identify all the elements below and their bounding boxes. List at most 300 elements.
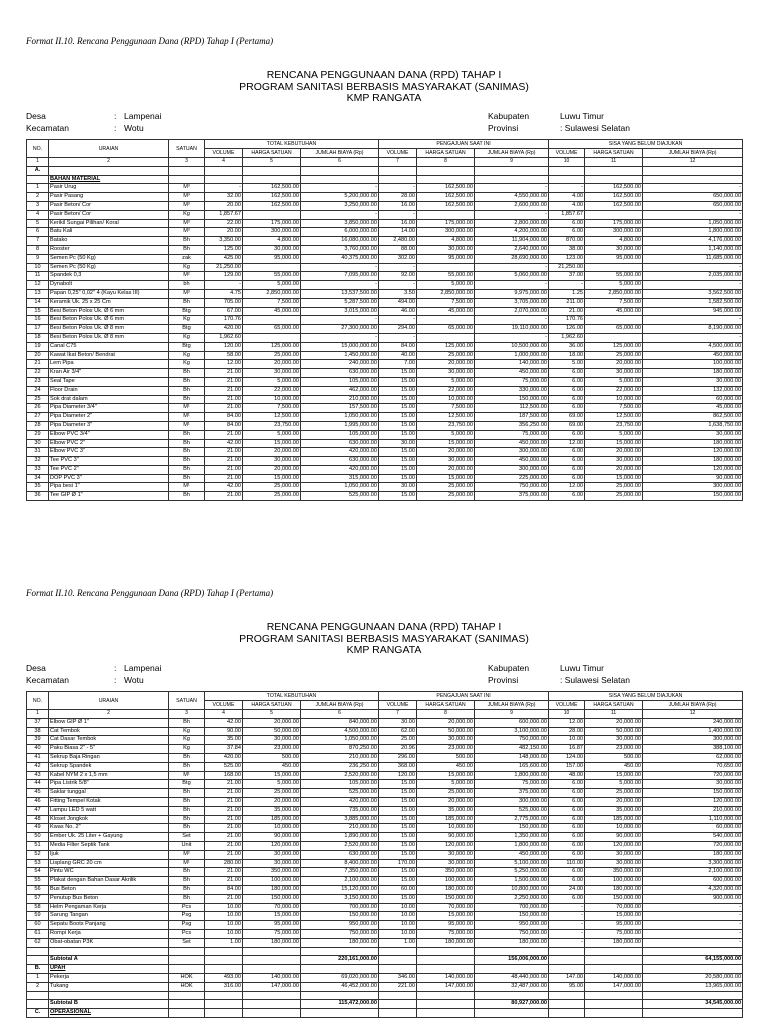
cell-sisa-volume: 1,962.60 [549,333,585,342]
cell-sisa-volume: 28.00 [549,727,585,736]
cell-pengajuan-harga: 20,000.00 [417,448,475,457]
cell-sisa-harga: 15,000.00 [585,439,643,448]
cell-sisa-jumlah: - [643,210,743,219]
cell-pengajuan-volume: 170.00 [379,859,417,868]
cell-pengajuan-harga: 30,000.00 [417,457,475,466]
cell-total-volume: - [205,281,243,290]
cell-uraian: Tee PVC 2" [49,465,169,474]
header-no: NO. [27,692,49,710]
cell-uraian: Cat Tembok [49,727,169,736]
cell-sisa-harga [585,210,643,219]
cell-total-volume: 21.00 [205,386,243,395]
cell-uraian: Tee GIP Ø 1" [49,492,169,501]
cell-satuan: Bh [169,753,205,762]
cell-no: 4 [27,210,49,219]
cell-satuan: Bh [169,885,205,894]
cell-sisa-volume: 6.00 [549,789,585,798]
cell-satuan: M³ [169,193,205,202]
column-number: 6 [301,710,379,719]
header-no: NO. [27,140,49,158]
cell-pengajuan-jumlah: 225,000.00 [475,474,549,483]
cell-no: 45 [27,789,49,798]
cell-pengajuan-volume [379,175,417,184]
cell-pengajuan-harga: 140,000.00 [417,973,475,982]
cell-total-harga [243,166,301,175]
cell-uraian: Pintu WC [49,868,169,877]
cell-total-volume: 420.00 [205,325,243,334]
cell-total-jumlah: 3,760,000.00 [301,245,379,254]
cell-uraian: Pipa Listrik 5/8" [49,780,169,789]
cell-sisa-jumlah: 180,000.00 [643,850,743,859]
cell-uraian: Kwas No. 2" [49,824,169,833]
header-volume: VOLUME [549,701,585,710]
cell-total-jumlah: 46,452,000.00 [301,982,379,991]
cell-total-jumlah [301,965,379,974]
cell-pengajuan-harga: 20,000.00 [417,360,475,369]
cell-total-harga [243,1009,301,1018]
cell-pengajuan-harga: 45,000.00 [417,307,475,316]
cell-pengajuan-volume: 10.00 [379,912,417,921]
cell-total-volume: 21.00 [205,815,243,824]
cell-total-volume: 42.00 [205,439,243,448]
cell-sisa-jumlah: 862,500.00 [643,413,743,422]
cell-uraian: UPAH [49,965,169,974]
cell-total-jumlah: 420,000.00 [301,797,379,806]
program-title: PROGRAM SANITASI BERBASIS MASYARAKAT (SANIMAS) [239,632,529,645]
cell-pengajuan-jumlah: 1,500,000.00 [475,877,549,886]
cell-sisa-jumlah: 4,320,000.00 [643,885,743,894]
cell-sisa-harga: 70,000.00 [585,903,643,912]
cell-total-jumlah: 7,350,000.00 [301,868,379,877]
header-jumlah-biaya: JUMLAH BIAYA (Rp) [301,701,379,710]
cell-sisa-harga: 30,000.00 [585,736,643,745]
cell-uraian: Pekerja [49,973,169,982]
cell-uraian: Kabel NYM 2 x 1,5 mm [49,771,169,780]
cell-sisa-harga: 50,000.00 [585,727,643,736]
cell-sisa-volume: 6.00 [549,824,585,833]
cell-pengajuan-jumlah: 700,000.00 [475,903,549,912]
column-number: 4 [205,710,243,719]
cell-uraian: Pipa besi 1" [49,483,169,492]
table-row [27,377,743,386]
cell-total-jumlah: 525,000.00 [301,789,379,798]
cell-sisa-harga: 15,000.00 [585,771,643,780]
cell-sisa-harga: 23,000.00 [585,745,643,754]
cell-pengajuan-harga: 55,000.00 [417,272,475,281]
table-row [27,991,743,1000]
cell-total-harga: 15,000.00 [243,474,301,483]
cell-no: 51 [27,841,49,850]
cell-satuan: Set [169,938,205,947]
cell-pengajuan-harga: 175,000.00 [417,219,475,228]
cell-sisa-jumlah: 4,500,000.00 [643,342,743,351]
cell-no: 5 [27,219,49,228]
cell-sisa-harga [585,175,643,184]
cell-uraian: Rooster [49,245,169,254]
cell-sisa-harga [585,991,643,1000]
cell-satuan: Psg [169,921,205,930]
cell-total-jumlah: 700,000.00 [301,903,379,912]
cell-pengajuan-harga: 10,000.00 [417,824,475,833]
cell-total-volume: 22.00 [205,219,243,228]
cell-total-jumlah: 40,375,000.00 [301,254,379,263]
header-pengajuan: PENGAJUAN SAAT INI [379,140,549,149]
cell-uraian: Elbow PVC 3/4" [49,430,169,439]
location-info-right [488,662,742,686]
cell-total-volume: 316.00 [205,982,243,991]
cell-total-harga: 125,000.00 [243,342,301,351]
cell-sisa-harga: 147,000.00 [585,982,643,991]
cell-sisa-volume: 6.00 [549,894,585,903]
kecamatan-label: Kecamatan [26,123,69,133]
cell-satuan: Bh [169,377,205,386]
cell-satuan: M¹ [169,413,205,422]
cell-total-jumlah: 2,520,000.00 [301,841,379,850]
cell-satuan: Bh [169,824,205,833]
cell-no: 14 [27,298,49,307]
cell-sisa-harga: 162,500.00 [585,193,643,202]
cell-total-harga: 10,000.00 [243,395,301,404]
cell-satuan: Kg [169,360,205,369]
cell-pengajuan-jumlah: 148,000.00 [475,753,549,762]
cell-pengajuan-volume: 30.00 [379,718,417,727]
cell-satuan: Bh [169,877,205,886]
cell-total-harga: 22,000.00 [243,386,301,395]
cell-pengajuan-volume: 15.00 [379,797,417,806]
cell-sisa-harga [585,1000,643,1009]
cell-pengajuan-jumlah: 2,775,000.00 [475,815,549,824]
column-number: 12 [643,710,743,719]
cell-total-harga: 75,000.00 [243,929,301,938]
cell-total-jumlah: 2,100,000.00 [301,877,379,886]
cell-total-volume [205,175,243,184]
cell-satuan: Btg [169,780,205,789]
cell-total-harga: 5,000.00 [243,377,301,386]
cell-sisa-volume [549,166,585,175]
cell-sisa-harga: 125,000.00 [585,342,643,351]
header-uraian: URAIAN [49,692,169,710]
cell-no [27,175,49,184]
table-row [27,492,743,501]
cell-pengajuan-volume: 84.00 [379,342,417,351]
cell-pengajuan-volume: 60.00 [379,885,417,894]
cell-sisa-volume [549,956,585,965]
cell-total-jumlah: 210,000.00 [301,395,379,404]
cell-sisa-volume [549,965,585,974]
cell-no: 2 [27,982,49,991]
cell-no: 32 [27,457,49,466]
cell-sisa-harga: 162,500.00 [585,184,643,193]
cell-uraian: Ijuk [49,850,169,859]
cell-pengajuan-jumlah: - [475,281,549,290]
cell-total-harga: 2,850,000.00 [243,289,301,298]
header-harga-satuan: HARGA SATUAN [417,701,475,710]
cell-pengajuan-harga [417,333,475,342]
cell-no: 48 [27,815,49,824]
cell-satuan: Bh [169,815,205,824]
cell-pengajuan-jumlah: 300,000.00 [475,797,549,806]
cell-pengajuan-volume: 15.00 [379,395,417,404]
column-number: 1 [27,158,49,167]
table-row [27,351,743,360]
table-row [27,806,743,815]
cell-uraian: Kloset Jongkok [49,815,169,824]
cell-pengajuan-volume: 10.00 [379,903,417,912]
cell-sisa-volume: 211.00 [549,298,585,307]
cell-no: 61 [27,929,49,938]
cell-uraian: Elbow GIP Ø 1" [49,718,169,727]
cell-satuan: Bh [169,439,205,448]
cell-pengajuan-harga: 2,850,000.00 [417,289,475,298]
cell-sisa-harga: 20,000.00 [585,797,643,806]
cell-pengajuan-jumlah: - [475,333,549,342]
cell-no: 28 [27,421,49,430]
column-number: 10 [549,158,585,167]
cell-total-harga: 15,000.00 [243,771,301,780]
cell-pengajuan-volume [379,956,417,965]
cell-total-harga: 20,000.00 [243,448,301,457]
cell-satuan: Unit [169,841,205,850]
cell-satuan: Pcs [169,929,205,938]
cell-sisa-harga: 30,000.00 [585,850,643,859]
cell-sisa-harga [585,263,643,272]
cell-total-volume: 420.00 [205,753,243,762]
cell-sisa-harga: 2,850,000.00 [585,289,643,298]
cell-sisa-volume: 1.25 [549,289,585,298]
table-row [27,272,743,281]
cell-satuan [169,1000,205,1009]
table-row [27,448,743,457]
cell-sisa-harga: 10,000.00 [585,395,643,404]
cell-sisa-harga [585,166,643,175]
cell-satuan: M¹ [169,404,205,413]
cell-pengajuan-harga: 20,000.00 [417,465,475,474]
cell-pengajuan-jumlah: - [475,184,549,193]
column-number: 8 [417,158,475,167]
cell-satuan [169,1009,205,1018]
cell-total-volume: 425.00 [205,254,243,263]
cell-sisa-harga: 4,800.00 [585,237,643,246]
cell-pengajuan-volume: 15.00 [379,806,417,815]
cell-pengajuan-jumlah: 75,000.00 [475,377,549,386]
cell-pengajuan-harga: 23,000.00 [417,745,475,754]
table-body [27,718,743,1017]
cell-satuan: Bh [169,395,205,404]
cell-pengajuan-jumlah: 5,060,000.00 [475,272,549,281]
desa-label: Desa [26,111,46,121]
cell-sisa-jumlah: 4,176,000.00 [643,237,743,246]
cell-pengajuan-jumlah: 10,500,000.00 [475,342,549,351]
cell-total-jumlah: 157,500.00 [301,404,379,413]
cell-total-jumlah: 240,000.00 [301,360,379,369]
cell-sisa-harga: 20,000.00 [585,360,643,369]
cell-pengajuan-volume: - [379,184,417,193]
cell-total-harga: 450.00 [243,762,301,771]
cell-sisa-harga [585,333,643,342]
cell-total-jumlah: 4,500,000.00 [301,727,379,736]
cell-uraian: Lisplang GRC 20 cm [49,859,169,868]
cell-sisa-jumlah: - [643,316,743,325]
cell-total-volume: 21.00 [205,377,243,386]
cell-pengajuan-jumlah: 375,000.00 [475,789,549,798]
cell-total-jumlah: 27,300,000.00 [301,325,379,334]
cell-satuan: M² [169,272,205,281]
cell-total-jumlah: 630,000.00 [301,439,379,448]
cell-total-jumlah: 3,850,000.00 [301,219,379,228]
cell-pengajuan-harga: 15,000.00 [417,474,475,483]
cell-total-harga: 5,000.00 [243,281,301,290]
table-row [27,885,743,894]
cell-no: 7 [27,237,49,246]
cell-total-harga: 20,000.00 [243,797,301,806]
cell-pengajuan-jumlah: 600,000.00 [475,718,549,727]
cell-total-jumlah: - [301,316,379,325]
cell-no: 44 [27,780,49,789]
cell-sisa-volume: 1,857.67 [549,210,585,219]
cell-sisa-jumlah: - [643,281,743,290]
cell-sisa-harga: 180,000.00 [585,938,643,947]
table-row [27,369,743,378]
cell-satuan: Btg [169,325,205,334]
cell-total-harga: 150,000.00 [243,894,301,903]
table-row [27,237,743,246]
table-row [27,333,743,342]
cell-pengajuan-jumlah: 165,600.00 [475,762,549,771]
cell-total-volume: 42.00 [205,483,243,492]
cell-pengajuan-harga: 5,000.00 [417,430,475,439]
cell-total-volume: 4.75 [205,289,243,298]
cell-sisa-volume: 6.00 [549,833,585,842]
cell-total-jumlah: 5,287,500.00 [301,298,379,307]
cell-uraian: Bus Beton [49,885,169,894]
cell-no: 55 [27,877,49,886]
cell-total-jumlah: - [301,184,379,193]
cell-pengajuan-volume: 221.00 [379,982,417,991]
cell-satuan [169,166,205,175]
cell-sisa-jumlah: 945,000.00 [643,307,743,316]
kabupaten-label: Kabupaten [488,663,530,673]
cell-uraian: Batu Kali [49,228,169,237]
cell-sisa-volume: 6.00 [549,841,585,850]
cell-pengajuan-harga: 5,000.00 [417,281,475,290]
cell-uraian: Elbow PVC 3" [49,448,169,457]
cell-total-jumlah [301,1009,379,1018]
cell-total-jumlah: 15,000,000.00 [301,342,379,351]
cell-total-jumlah: 210,000.00 [301,753,379,762]
cell-total-jumlah: 630,000.00 [301,457,379,466]
cell-pengajuan-jumlah: 32,487,000.00 [475,982,549,991]
cell-total-jumlah: 15,120,000.00 [301,885,379,894]
cell-total-jumlah: 6,000,000.00 [301,228,379,237]
cell-pengajuan-volume: 15.00 [379,877,417,886]
cell-sisa-jumlah: 600,000.00 [643,877,743,886]
cell-sisa-harga [585,947,643,956]
cell-pengajuan-volume [379,991,417,1000]
cell-no: 50 [27,833,49,842]
cell-total-jumlah: 420,000.00 [301,448,379,457]
column-number: 7 [379,158,417,167]
cell-no: 46 [27,797,49,806]
cell-pengajuan-jumlah [475,1009,549,1018]
table-row [27,342,743,351]
cell-no: 36 [27,492,49,501]
cell-uraian: Lem Pipa [49,360,169,369]
kabupaten-label: Kabupaten [488,111,530,121]
cell-total-jumlah: 115,472,000.00 [301,1000,379,1009]
cell-no: 19 [27,342,49,351]
cell-pengajuan-volume: 30.00 [379,483,417,492]
cell-satuan: Pcs [169,903,205,912]
cell-satuan: Kg [169,210,205,219]
cell-total-volume: 705.00 [205,298,243,307]
desa-label: Desa [26,663,46,673]
cell-no: 33 [27,465,49,474]
cell-total-jumlah: 13,537,500.00 [301,289,379,298]
header-jumlah-biaya: JUMLAH BIAYA (Rp) [301,149,379,158]
cell-sisa-volume: 6.00 [549,797,585,806]
cell-total-volume [205,956,243,965]
rpd-table [26,691,743,1018]
cell-sisa-harga: 185,000.00 [585,815,643,824]
table-row [27,929,743,938]
cell-pengajuan-jumlah: 750,000.00 [475,929,549,938]
cell-pengajuan-harga: 450.00 [417,762,475,771]
cell-sisa-harga: 5,000.00 [585,281,643,290]
cell-satuan [169,991,205,1000]
cell-uraian: Keramik Uk. 25 x 25 Cm [49,298,169,307]
cell-pengajuan-volume: 15.00 [379,430,417,439]
cell-sisa-harga: 20,000.00 [585,448,643,457]
cell-pengajuan-jumlah: 9,975,000.00 [475,289,549,298]
cell-sisa-harga: 20,000.00 [585,718,643,727]
cell-pengajuan-jumlah: 450,000.00 [475,439,549,448]
table-row [27,404,743,413]
cell-total-jumlah: 180,000.00 [301,938,379,947]
table-row [27,982,743,991]
cell-pengajuan-harga: 70,000.00 [417,903,475,912]
cell-total-jumlah: 220,161,000.00 [301,956,379,965]
cell-total-volume: 21.00 [205,430,243,439]
cell-satuan: M³ [169,184,205,193]
cell-sisa-jumlah: - [643,903,743,912]
cell-uraian: Subtotal B [49,1000,169,1009]
cell-total-harga: 25,000.00 [243,351,301,360]
cell-pengajuan-harga: 30,000.00 [417,850,475,859]
cell-satuan: Bh [169,718,205,727]
cell-total-volume [205,965,243,974]
cell-sisa-jumlah: 1,638,750.00 [643,421,743,430]
cell-sisa-jumlah: 30,000.00 [643,430,743,439]
cell-satuan: M³ [169,228,205,237]
table-row [27,193,743,202]
cell-pengajuan-volume: 15.00 [379,815,417,824]
cell-total-harga: 185,000.00 [243,815,301,824]
table-row [27,973,743,982]
cell-pengajuan-jumlah: 450,000.00 [475,457,549,466]
cell-total-harga: 5,000.00 [243,430,301,439]
cell-sisa-volume [549,1009,585,1018]
table-body [27,166,743,500]
table-row [27,824,743,833]
cell-sisa-volume: 147.00 [549,973,585,982]
header-volume: VOLUME [205,149,243,158]
cell-pengajuan-jumlah: 2,250,000.00 [475,894,549,903]
cell-sisa-harga: 55,000.00 [585,272,643,281]
cell-pengajuan-jumlah: 75,000.00 [475,780,549,789]
cell-pengajuan-volume: 25.00 [379,736,417,745]
header-satuan: SATUAN [169,692,205,710]
cell-uraian: Kran Air 3/4" [49,369,169,378]
